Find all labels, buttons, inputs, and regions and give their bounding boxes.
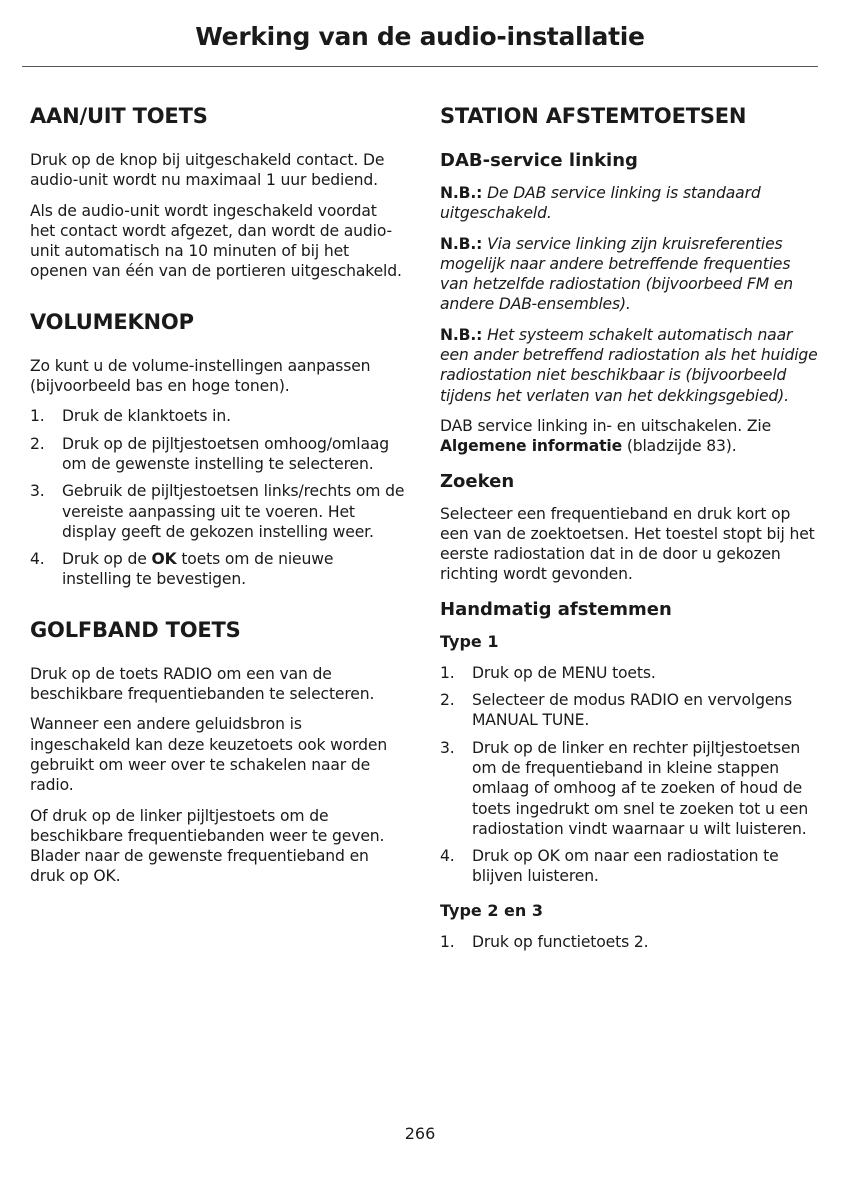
note-text: Via service linking zijn kruisreferenties mogelijk naar andere betreffende frequenties van hetzelfde radiostation (bijvoorbeed FM en andere DAB-ensembles). bbox=[440, 234, 794, 314]
volume-intro: Zo kunt u de volume-instellingen aanpassen (bijvoorbeeld bas en hoge tonen). bbox=[30, 356, 371, 396]
zoeken-heading: Zoeken bbox=[440, 470, 515, 492]
step-text: Druk de klanktoets in. bbox=[62, 407, 231, 426]
volume-heading: VOLUMEKNOP bbox=[30, 309, 194, 334]
step-number: 2. bbox=[440, 691, 455, 710]
page-reference: (bladzijde 83). bbox=[622, 437, 737, 456]
step-text: Druk op OK om naar een radiostation te blijven luisteren. bbox=[472, 847, 779, 886]
step-number: 3. bbox=[30, 482, 45, 501]
dab-note bbox=[440, 325, 818, 406]
step-text: Druk op de pijltjestoetsen omhoog/omlaag om de gewenste instelling te selecteren. bbox=[62, 434, 390, 473]
step-text-pre: Druk op de bbox=[62, 550, 152, 569]
volume-step bbox=[30, 481, 406, 542]
type1-step bbox=[440, 663, 818, 683]
type23-steps-list bbox=[440, 932, 818, 952]
note-label: N.B.: bbox=[440, 234, 483, 253]
step-number: 2. bbox=[30, 434, 45, 453]
volume-step bbox=[30, 549, 406, 590]
step-text: Gebruik de pijltjestoetsen links/rechts om de vereiste aanpassing uit te voeren. Het display geeft de gekozen instelling weer. bbox=[62, 482, 405, 541]
dab-note bbox=[440, 183, 818, 224]
aanuit-heading: AAN/UIT TOETS bbox=[30, 104, 208, 128]
right-column bbox=[440, 104, 818, 962]
step-number: 3. bbox=[440, 738, 455, 757]
aanuit-paragraph-1: Druk op de knop bij uitgeschakeld contact. De audio-unit wordt nu maximaal 1 uur bediend. bbox=[30, 151, 385, 190]
type1-step bbox=[440, 738, 818, 839]
aanuit-paragraph-2: Als de audio-unit wordt ingeschakeld voordat het contact wordt afgezet, dan wordt de audio-unit automatisch na 10 minuten of bij het openen van één van de portieren uitgeschakeld. bbox=[30, 201, 402, 281]
step-number: 4. bbox=[440, 847, 455, 866]
cross-reference-link: Algemene informatie bbox=[440, 437, 623, 456]
step-text: Druk op de MENU toets. bbox=[472, 663, 656, 682]
step-text-post: toets om de nieuwe instelling te bevestigen. bbox=[62, 550, 334, 589]
left-column bbox=[30, 104, 406, 897]
type23-subheading: Type 2 en 3 bbox=[440, 900, 543, 920]
type1-step bbox=[440, 846, 818, 887]
dab-toggle-paragraph bbox=[440, 416, 818, 457]
volume-steps-list bbox=[30, 406, 406, 589]
volume-step bbox=[30, 406, 406, 426]
step-number: 1. bbox=[30, 407, 45, 426]
ok-key-label: OK bbox=[151, 550, 177, 569]
type1-subheading: Type 1 bbox=[440, 631, 499, 651]
dab-note bbox=[440, 234, 818, 315]
golfband-paragraph-2: Wanneer een andere geluidsbron is ingeschakeld kan deze keuzetoets ook worden gebruikt om weer over te schakelen naar de radio. bbox=[30, 715, 388, 795]
volume-step bbox=[30, 434, 406, 475]
step-number: 4. bbox=[30, 550, 45, 569]
page-title: Werking van de audio-installatie bbox=[195, 22, 645, 51]
step-number: 1. bbox=[440, 663, 455, 682]
note-label: N.B.: bbox=[440, 184, 483, 202]
dab-heading: DAB-service linking bbox=[440, 150, 638, 171]
step-number: 1. bbox=[440, 932, 455, 951]
zoeken-paragraph: Selecteer een frequentieband en druk kort op een van de zoektoetsen. Het toestel stopt bij het eerste radiostation dat in de door u gekozen richting wordt gevonden. bbox=[440, 504, 815, 584]
golfband-paragraph-1: Druk op de toets RADIO om een van de beschikbare frequentiebanden te selecteren. bbox=[30, 664, 375, 704]
type1-steps-list bbox=[440, 663, 818, 887]
type23-step bbox=[440, 932, 818, 952]
station-heading: STATION AFSTEMTOETSEN bbox=[440, 104, 747, 128]
page-number: 266 bbox=[404, 1124, 436, 1143]
golfband-paragraph-3: Of druk op de linker pijltjestoets om de beschikbare frequentiebanden weer te geven. Blader naar de gewenste frequentieband en druk op OK. bbox=[30, 806, 385, 886]
handmatig-heading: Handmatig afstemmen bbox=[440, 598, 672, 620]
note-text: De DAB service linking is standaard uitgeschakeld. bbox=[440, 184, 761, 223]
step-text: Druk op functietoets 2. bbox=[472, 932, 649, 951]
type1-step bbox=[440, 690, 818, 731]
header-divider bbox=[22, 66, 818, 67]
golfband-heading: GOLFBAND TOETS bbox=[30, 617, 241, 642]
dab-toggle-text: DAB service linking in- en uitschakelen. Zie bbox=[440, 416, 772, 435]
step-text: Druk op de linker en rechter pijltjestoetsen om de frequentieband in kleine stappen omlaag of omhoog af te zoeken of houd de toets ingedrukt om snel te zoeken tot u een radiostation vindt waarnaar u wilt luisteren. bbox=[472, 738, 809, 838]
note-label: N.B.: bbox=[440, 325, 483, 344]
note-text: Het systeem schakelt automatisch naar een ander betreffend radiostation als het huidige radiostation niet beschikbaar is (bijvoorbeeld tijdens het verlaten van het dekkingsgebied). bbox=[440, 325, 818, 405]
step-text: Selecteer de modus RADIO en vervolgens MANUAL TUNE. bbox=[472, 691, 792, 730]
